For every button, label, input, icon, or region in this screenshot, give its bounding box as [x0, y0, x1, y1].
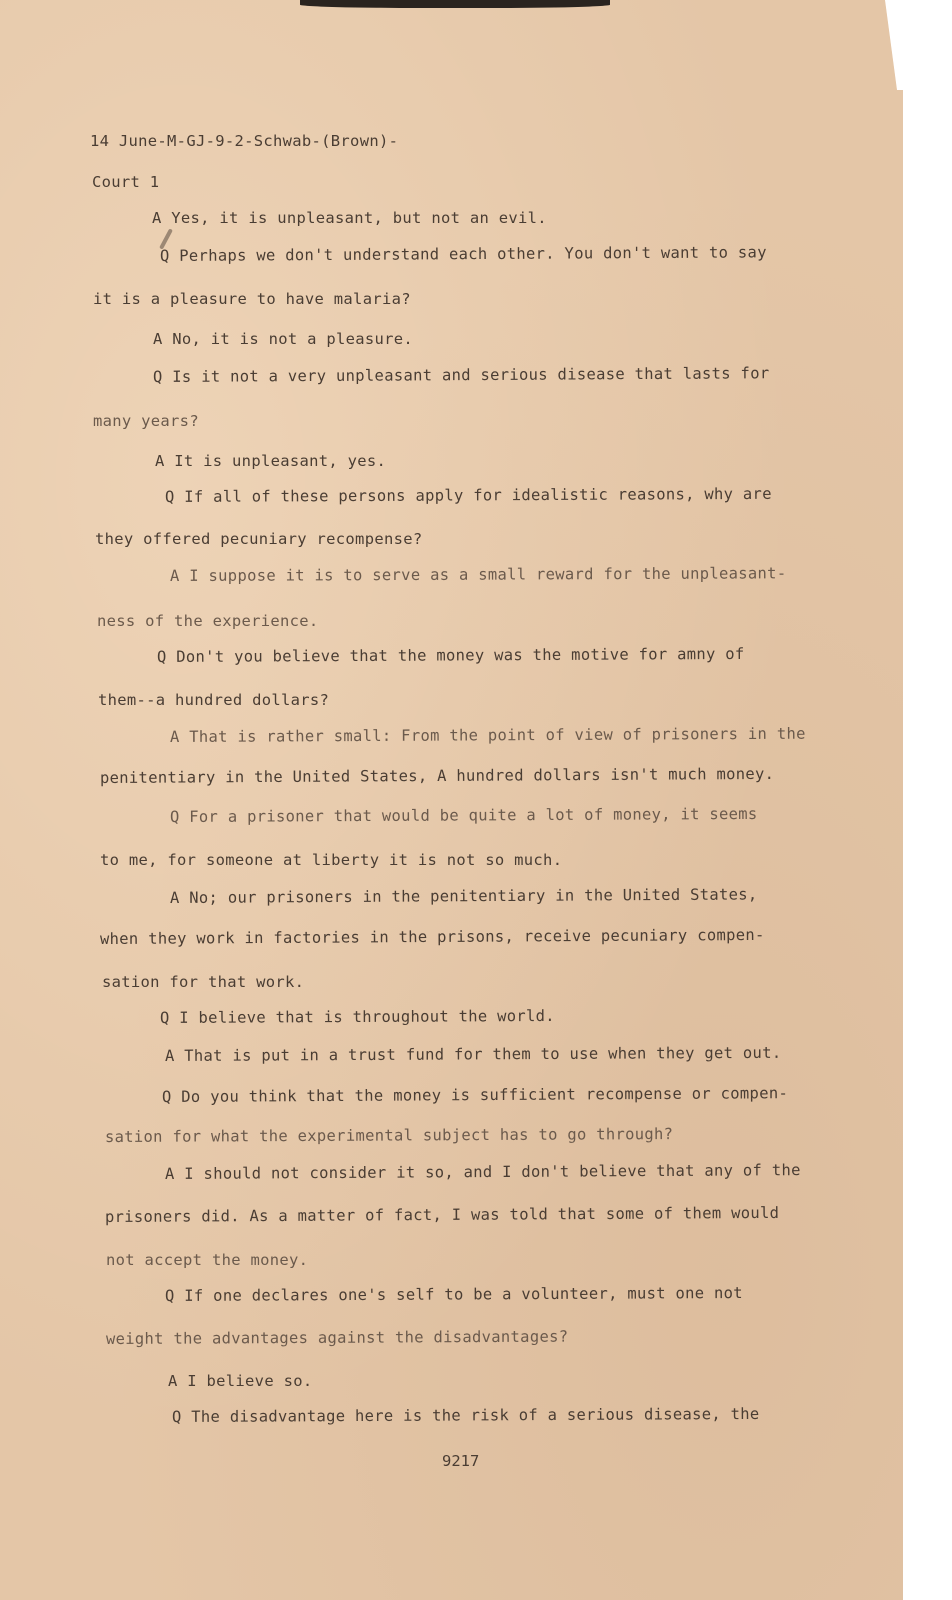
document-reference: 14 June-M-GJ-9-2-Schwab-(Brown)-	[90, 132, 399, 150]
transcript-line: penitentiary in the United States, A hundred dollars isn't much money.	[99, 764, 775, 787]
transcript-line: ness of the experience.	[97, 612, 319, 630]
transcript-line: Q Don't you believe that the money was the motive for amny of	[156, 644, 745, 666]
transcript-line: they offered pecuniary recompense?	[95, 530, 423, 548]
transcript-line: when they work in factories in the prisons, receive pecuniary compen-	[99, 925, 765, 948]
transcript-line: A That is put in a trust fund for them to use when they get out.	[164, 1043, 782, 1065]
transcript-line: sation for what the experimental subject has to go through?	[104, 1125, 674, 1146]
transcript-line: them--a hundred dollars?	[98, 691, 330, 709]
transcript-line: Q Is it not a very unpleasant and serious disease that lasts for	[152, 364, 770, 386]
transcript-line: Q For a prisoner that would be quite a lot of money, it seems	[169, 804, 758, 826]
transcript-line: Q If one declares one's self to be a volunteer, must one not	[164, 1283, 743, 1305]
transcript-line: Q The disadvantage here is the risk of a serious disease, the	[171, 1404, 760, 1426]
transcript-line: A I suppose it is to serve as a small reward for the unpleasant-	[169, 564, 787, 585]
transcript-line: A I believe so.	[168, 1372, 313, 1390]
transcript-line: A It is unpleasant, yes.	[155, 452, 387, 470]
transcript-line: A No, it is not a pleasure.	[153, 330, 414, 348]
transcript-line: Q I believe that is throughout the world.	[159, 1006, 555, 1027]
transcript-line: to me, for someone at liberty it is not so much.	[100, 851, 563, 869]
torn-top-edge	[300, 0, 610, 8]
transcript-line: A No; our prisoners in the penitentiary in the United States,	[169, 885, 758, 907]
torn-right-edge	[885, 0, 905, 90]
court-label: Court 1	[92, 173, 160, 191]
transcript-line: many years?	[93, 412, 199, 430]
transcript-line: weight the advantages against the disadvantages?	[105, 1327, 569, 1348]
page-number: 9217	[442, 1452, 480, 1470]
transcript-line: sation for that work.	[102, 973, 305, 991]
transcript-line: prisoners did. As a matter of fact, I was told that some of them would	[104, 1203, 780, 1226]
transcript-line: A Yes, it is unpleasant, but not an evil.	[152, 209, 547, 227]
transcript-line: Q Do you think that the money is sufficient recompense or compen-	[161, 1084, 789, 1106]
transcript-line: Q Perhaps we don't understand each other. You don't want to say	[159, 243, 767, 265]
transcript-line: it is a pleasure to have malaria?	[93, 290, 411, 308]
transcript-line: A I should not consider it so, and I don't believe that any of the	[164, 1161, 801, 1183]
transcript-line: not accept the money.	[106, 1251, 309, 1269]
transcript-line: A That is rather small: From the point of view of prisoners in the	[169, 724, 806, 746]
transcript-line: Q If all of these persons apply for idealistic reasons, why are	[164, 484, 772, 506]
